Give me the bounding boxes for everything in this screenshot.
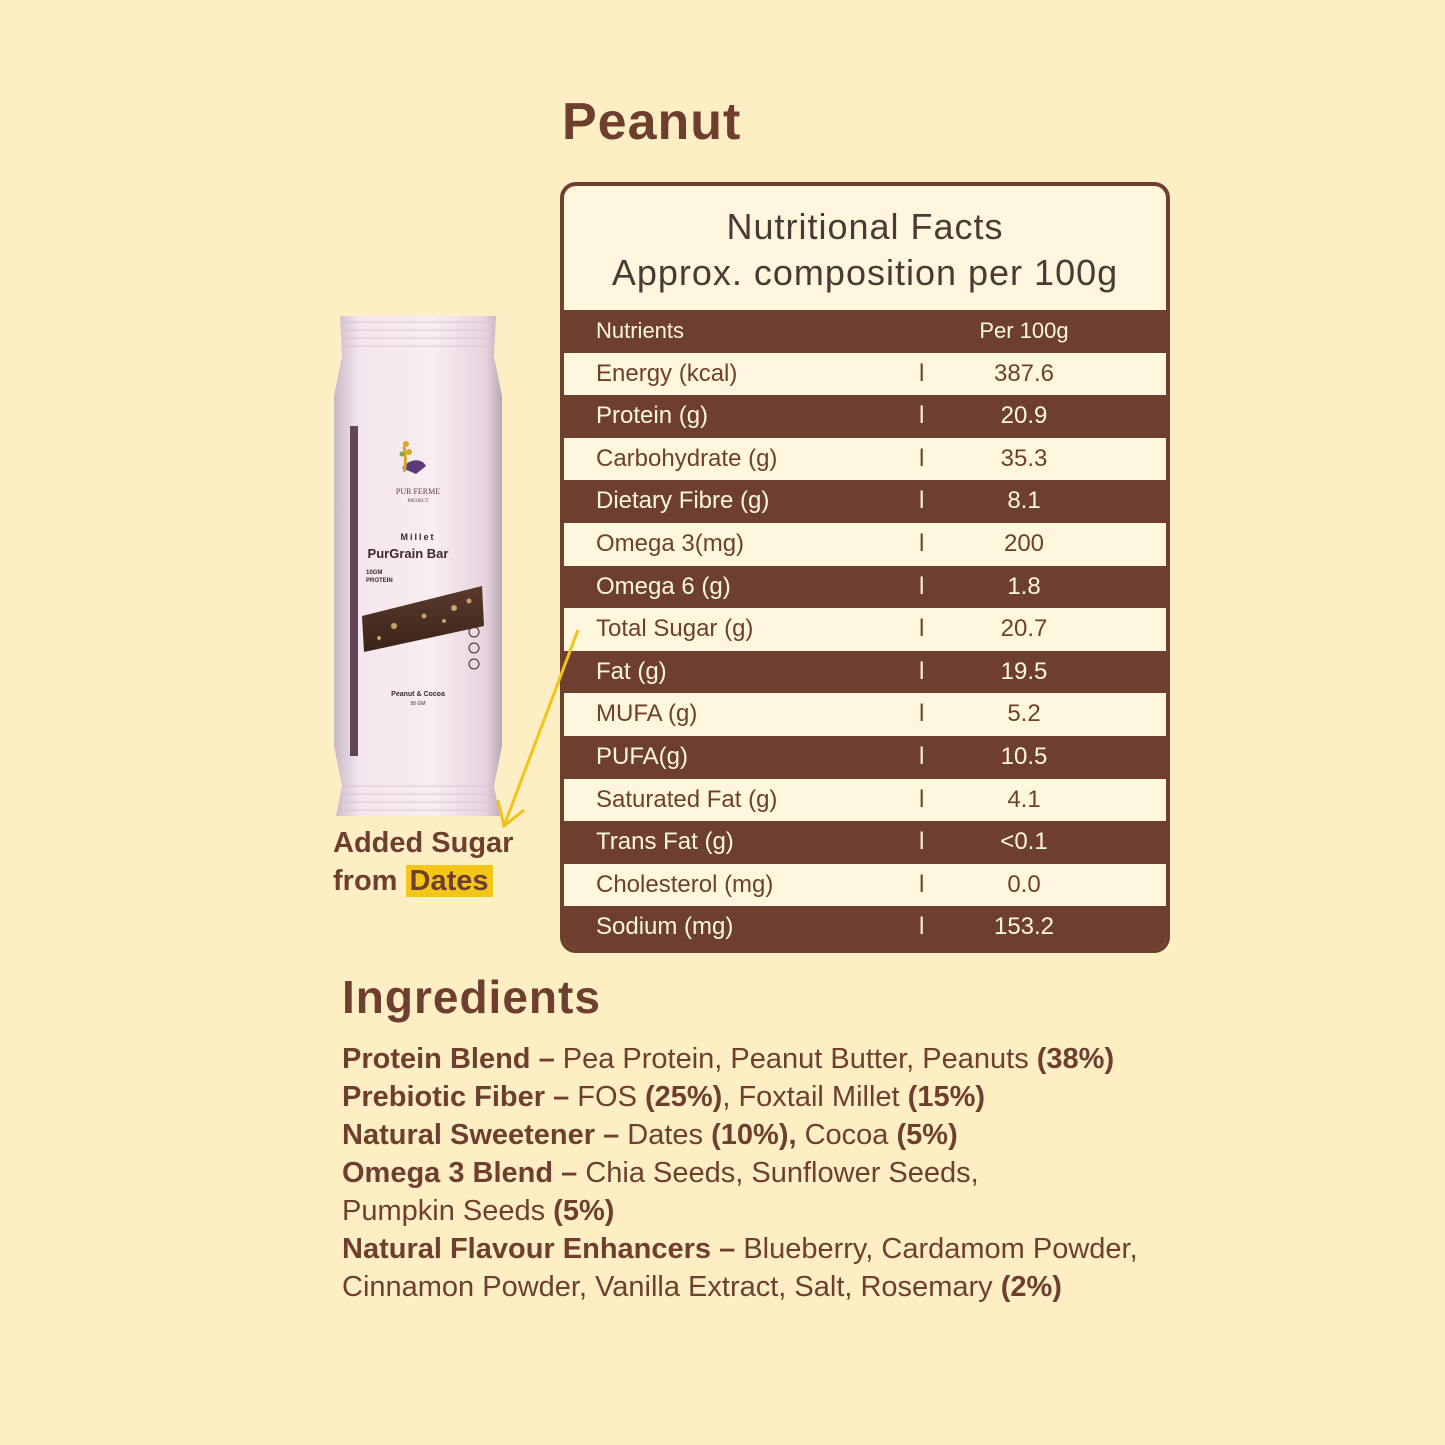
row-separator: l xyxy=(919,828,925,856)
nutrient-value: 4.1 xyxy=(1007,785,1041,813)
nutrient-name: Protein (g) xyxy=(596,402,709,430)
nutrient-name: Sodium (mg) xyxy=(596,913,734,941)
row-separator: l xyxy=(919,529,925,557)
ingredient-emphasis: Natural Sweetener – xyxy=(342,1119,628,1151)
sugar-note-prefix: from xyxy=(333,865,406,897)
row-separator: l xyxy=(919,487,925,515)
facts-header-row xyxy=(564,310,1166,353)
ingredient-text: Dates xyxy=(627,1119,712,1151)
ingredient-emphasis: Protein Blend – xyxy=(342,1043,563,1075)
ingredient-line xyxy=(342,1154,1422,1192)
nutrient-row xyxy=(564,353,1166,396)
nutrient-value: 200 xyxy=(1003,529,1045,557)
ingredient-emphasis: (5%) xyxy=(896,1119,958,1151)
pack-product-1: Millet xyxy=(400,532,436,542)
nutrient-name: Omega 3(mg) xyxy=(596,529,745,557)
ingredient-text: FOS xyxy=(577,1081,645,1113)
nutrient-value: 1.8 xyxy=(1007,572,1041,600)
nutrient-row xyxy=(564,906,1166,949)
ingredients-list xyxy=(342,1040,1422,1306)
pack-protein-1: 10GM xyxy=(366,570,383,576)
ingredient-text: Blueberry, Cardamom Powder, xyxy=(743,1233,1138,1265)
row-separator: l xyxy=(919,402,925,430)
nutrient-name: PUFA(g) xyxy=(596,742,689,770)
nutrient-name: Trans Fat (g) xyxy=(596,828,734,856)
ingredient-emphasis: Omega 3 Blend – xyxy=(342,1157,586,1189)
nutrient-value: 20.9 xyxy=(1000,402,1048,430)
nutrient-value: 153.2 xyxy=(993,913,1055,941)
arrow-icon xyxy=(480,620,590,840)
nutrient-name: Cholesterol (mg) xyxy=(596,870,774,898)
nutrient-row xyxy=(564,438,1166,481)
ingredient-text: Pea Protein, Peanut Butter, Peanuts xyxy=(562,1043,1037,1075)
ingredient-line xyxy=(342,1116,1422,1154)
facts-rows xyxy=(564,353,1166,949)
ingredient-emphasis: (38%) xyxy=(1036,1043,1115,1075)
nutrient-name: MUFA (g) xyxy=(596,700,698,728)
row-separator: l xyxy=(919,657,925,685)
nutrient-row xyxy=(564,523,1166,566)
nutrient-value: 20.7 xyxy=(1000,615,1048,643)
nutrient-row xyxy=(564,864,1166,907)
nutrient-value: 19.5 xyxy=(1000,657,1048,685)
nutrient-name: Energy (kcal) xyxy=(596,359,738,387)
ingredient-line xyxy=(342,1040,1422,1078)
nutrient-row xyxy=(564,693,1166,736)
row-separator: l xyxy=(919,572,925,600)
pack-side-stripe xyxy=(350,426,358,756)
pack-product-2: PurGrain Bar xyxy=(367,546,449,561)
ingredient-text: Cocoa xyxy=(796,1119,897,1151)
ingredient-emphasis: Prebiotic Fiber – xyxy=(342,1081,578,1113)
ingredient-line xyxy=(342,1268,1422,1306)
sugar-note-line2 xyxy=(333,862,513,900)
ingredient-text: Pumpkin Seeds xyxy=(342,1195,554,1227)
nutrient-value: 10.5 xyxy=(1000,742,1048,770)
nutrient-row xyxy=(564,608,1166,651)
nutrient-value: 8.1 xyxy=(1007,487,1041,515)
row-separator: l xyxy=(919,742,925,770)
nutrient-value: 35.3 xyxy=(1000,444,1048,472)
nutrient-row xyxy=(564,821,1166,864)
ingredient-line xyxy=(342,1192,1422,1230)
nutrient-name: Total Sugar (g) xyxy=(596,615,754,643)
ingredient-emphasis: (10%), xyxy=(711,1119,797,1151)
ingredient-text: Cinnamon Powder, Vanilla Extract, Salt, Rosemary xyxy=(342,1271,1001,1303)
ingredient-emphasis: (25%) xyxy=(644,1081,723,1113)
nutrient-name: Fat (g) xyxy=(596,657,667,685)
nutrient-row xyxy=(564,566,1166,609)
ingredient-emphasis: (2%) xyxy=(1000,1271,1062,1303)
nutrient-name: Dietary Fibre (g) xyxy=(596,487,770,515)
facts-heading-line2: Approx. composition per 100g xyxy=(611,252,1119,293)
pack-protein-2: PROTEIN xyxy=(366,578,393,584)
ingredient-text: Chia Seeds, Sunflower Seeds, xyxy=(585,1157,979,1189)
pack-brand-2: PROJECT xyxy=(407,499,429,504)
sugar-note-line1: Added Sugar xyxy=(333,827,514,859)
column-header-nutrients: Nutrients xyxy=(596,318,685,343)
nutrient-value: 387.6 xyxy=(993,359,1055,387)
product-title: Peanut xyxy=(562,93,742,151)
row-separator: l xyxy=(919,785,925,813)
nutrient-name: Omega 6 (g) xyxy=(596,572,731,600)
nutrient-row xyxy=(564,736,1166,779)
row-separator: l xyxy=(919,444,925,472)
row-separator: l xyxy=(919,870,925,898)
ingredients-title: Ingredients xyxy=(342,971,601,1023)
added-sugar-note xyxy=(333,824,513,900)
ingredient-emphasis: (5%) xyxy=(553,1195,615,1227)
ingredient-emphasis: Natural Flavour Enhancers – xyxy=(342,1233,744,1265)
nutrient-row xyxy=(564,395,1166,438)
row-separator: l xyxy=(919,359,925,387)
nutrient-name: Saturated Fat (g) xyxy=(596,785,778,813)
row-separator: l xyxy=(919,913,925,941)
ingredient-emphasis: (15%) xyxy=(907,1081,986,1113)
sugar-note-highlight: Dates xyxy=(406,865,493,897)
nutrient-value: <0.1 xyxy=(1000,828,1048,856)
nutrient-value: 5.2 xyxy=(1007,700,1041,728)
nutrient-row xyxy=(564,480,1166,523)
nutrient-name: Carbohydrate (g) xyxy=(596,444,778,472)
nutrient-value: 0.0 xyxy=(1007,870,1041,898)
nutrient-row xyxy=(564,779,1166,822)
facts-heading-line1: Nutritional Facts xyxy=(726,206,1004,247)
ingredient-line xyxy=(342,1078,1422,1116)
ingredient-line xyxy=(342,1230,1422,1268)
product-pack-image xyxy=(334,316,502,816)
column-header-per-100g: Per 100g xyxy=(979,318,1069,343)
pack-brand-1: PUR FERME xyxy=(395,487,441,496)
row-separator: l xyxy=(919,700,925,728)
pack-flavour: Peanut & Cocoa xyxy=(391,691,445,698)
ingredient-text: , Foxtail Millet xyxy=(722,1081,908,1113)
row-separator: l xyxy=(919,615,925,643)
nutrient-row xyxy=(564,651,1166,694)
nutrition-facts-panel xyxy=(560,182,1170,953)
pack-weight: 50 GM xyxy=(410,701,426,707)
facts-heading xyxy=(564,186,1166,310)
